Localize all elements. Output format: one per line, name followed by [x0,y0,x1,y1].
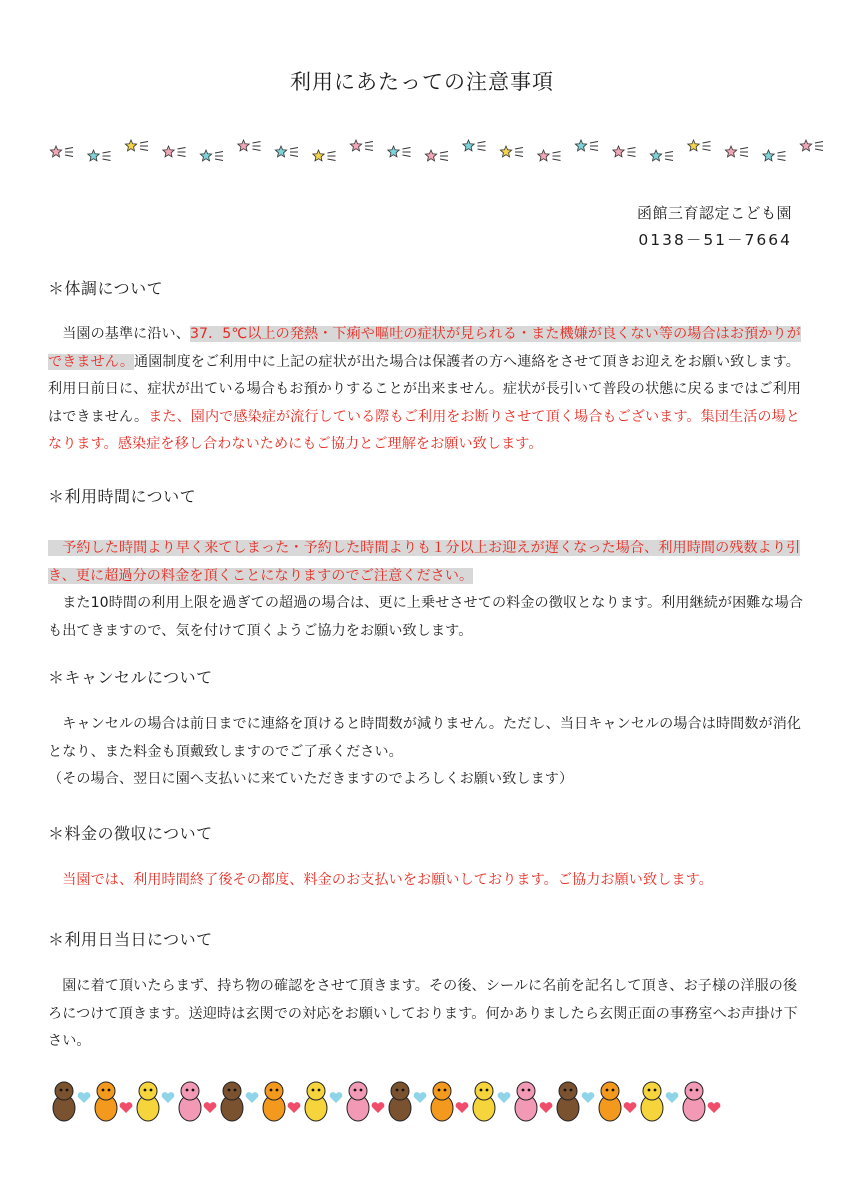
shooting-star-icon [313,150,336,161]
organization-name: 函館三育認定こども園 [636,204,792,222]
doll-icon [515,1082,537,1121]
page-title: 利用にあたっての注意事項 [290,70,554,94]
bear-icon [557,1082,579,1121]
section-heading: ＊体調について [48,279,164,298]
body-text: キャンセルの場合は前日までに連絡を頂けると時間数が減りません。ただし、当日キャンセルの場合は時間数が消化となり、また料金も頂戴致しますのでご了承ください。 [48,716,802,760]
body-warning: また、園内で感染症が流行している際もご利用をお断りさせて頂く場合もございます。集団生活の場となります。感染症を移し合わないためにもご協力とご理解をお願い致します。 [48,408,800,452]
shooting-star-icon [350,140,373,151]
section-health [48,276,808,459]
doll-icon [347,1082,369,1121]
section-day-of-use [48,927,808,1056]
mascot-border-bottom [46,1078,806,1126]
body-text: 通園制度をご利用中に上記の症状が出た場合は保護者の方へ連絡をさせて頂きお迎えをお願い致します。利用日前日に、症状が出ている場合もお預かりすることが出来ません。症状が長引いて普段の状態に戻るまではご利用はできません。 [48,353,802,425]
robot-icon [305,1082,327,1121]
monkey-icon [431,1082,453,1121]
heart-icon [162,1092,175,1103]
body-text: （その場合、翌日に園へ支払いに来ていただきますのでよろしくお願い致します） [48,771,574,787]
section-heading: ＊利用日当日について [48,930,213,949]
heart-icon [414,1092,427,1103]
robot-icon [137,1082,159,1121]
section-heading: ＊利用時間について [48,487,197,506]
shooting-star-icon [425,150,448,161]
bear-icon [53,1082,75,1121]
body-text: 当園の基準に沿い、 [48,326,190,342]
heart-icon [288,1102,301,1113]
section-body: 園に着て頂いたらまず、持ち物の確認をさせて頂きます。その後、シールに名前を記名して頂き、お子様の洋服の後ろにつけて頂きます。送迎時は玄関での対応をお願いしております。何かありましたら玄関正面の事務室へお声掛け下さい。 [48,978,798,1049]
shooting-star-icon [125,140,148,151]
section-body [48,711,808,794]
body-warning-highlight: 予約した時間より早く来てしまった・予約した時間よりも１分以上お迎えが遅くなった場合、利用時間の残数より引き、更に超過分の料金を頂くことになりますのでご注意ください。 [48,540,801,584]
doll-icon [179,1082,201,1121]
organization-phone: 0138－51－7664 [638,231,792,249]
shooting-star-icon [388,146,411,157]
section-body [48,535,808,645]
shooting-star-icon [275,146,298,157]
section-body: 当園では、利用時間終了後その都度、料金のお支払いをお願いしております。ご協力お願い致します。 [48,872,713,888]
shooting-star-icon [500,146,523,157]
body-text: また10時間の利用上限を過ぎての超過の場合は、更に上乗せさせての料金の徴収となります。利用継続が困難な場合も出てきますので、気を付けて頂くようご協力をお願い致します。 [48,595,804,639]
shooting-star-icon [575,140,598,151]
section-fee [48,821,808,895]
heart-icon [498,1092,511,1103]
monkey-icon [95,1082,117,1121]
shooting-star-icon [463,140,486,151]
section-heading: ＊キャンセルについて [48,668,213,687]
bear-icon [389,1082,411,1121]
shooting-star-icon [800,140,823,151]
robot-icon [641,1082,663,1121]
section-usage-time [48,484,808,645]
heart-icon [78,1092,91,1103]
doll-icon [683,1082,705,1121]
section-body [48,321,808,459]
shooting-star-icon [538,150,561,161]
heart-icon [582,1092,595,1103]
heart-icon [372,1102,385,1113]
monkey-icon [263,1082,285,1121]
shooting-star-icon [200,150,223,161]
heart-icon [540,1102,553,1113]
heart-icon [330,1092,343,1103]
heart-icon [624,1102,637,1113]
organization-block [637,200,792,254]
heart-icon [246,1092,259,1103]
bear-icon [221,1082,243,1121]
heart-icon [204,1102,217,1113]
shooting-star-icon [50,146,73,157]
heart-icon [456,1102,469,1113]
body-warning-highlight: 37．5℃以上の発熱・下痢や嘔吐の症状が見られる・また機嫌が良くない等の場合はお預かりができません。 [48,326,801,370]
shooting-star-icon [613,146,636,157]
shooting-star-icon [163,146,186,157]
shooting-star-icon [88,150,111,161]
shooting-star-icon [725,146,748,157]
shooting-star-icon [650,150,673,161]
shooting-star-icon [763,150,786,161]
shooting-star-icon [238,140,261,151]
heart-icon [120,1102,133,1113]
heart-icon [708,1102,721,1113]
shooting-star-icon [688,140,711,151]
monkey-icon [599,1082,621,1121]
robot-icon [473,1082,495,1121]
heart-icon [666,1092,679,1103]
section-cancel [48,665,808,794]
section-heading: ＊料金の徴収について [48,824,213,843]
star-border-top [48,134,828,168]
